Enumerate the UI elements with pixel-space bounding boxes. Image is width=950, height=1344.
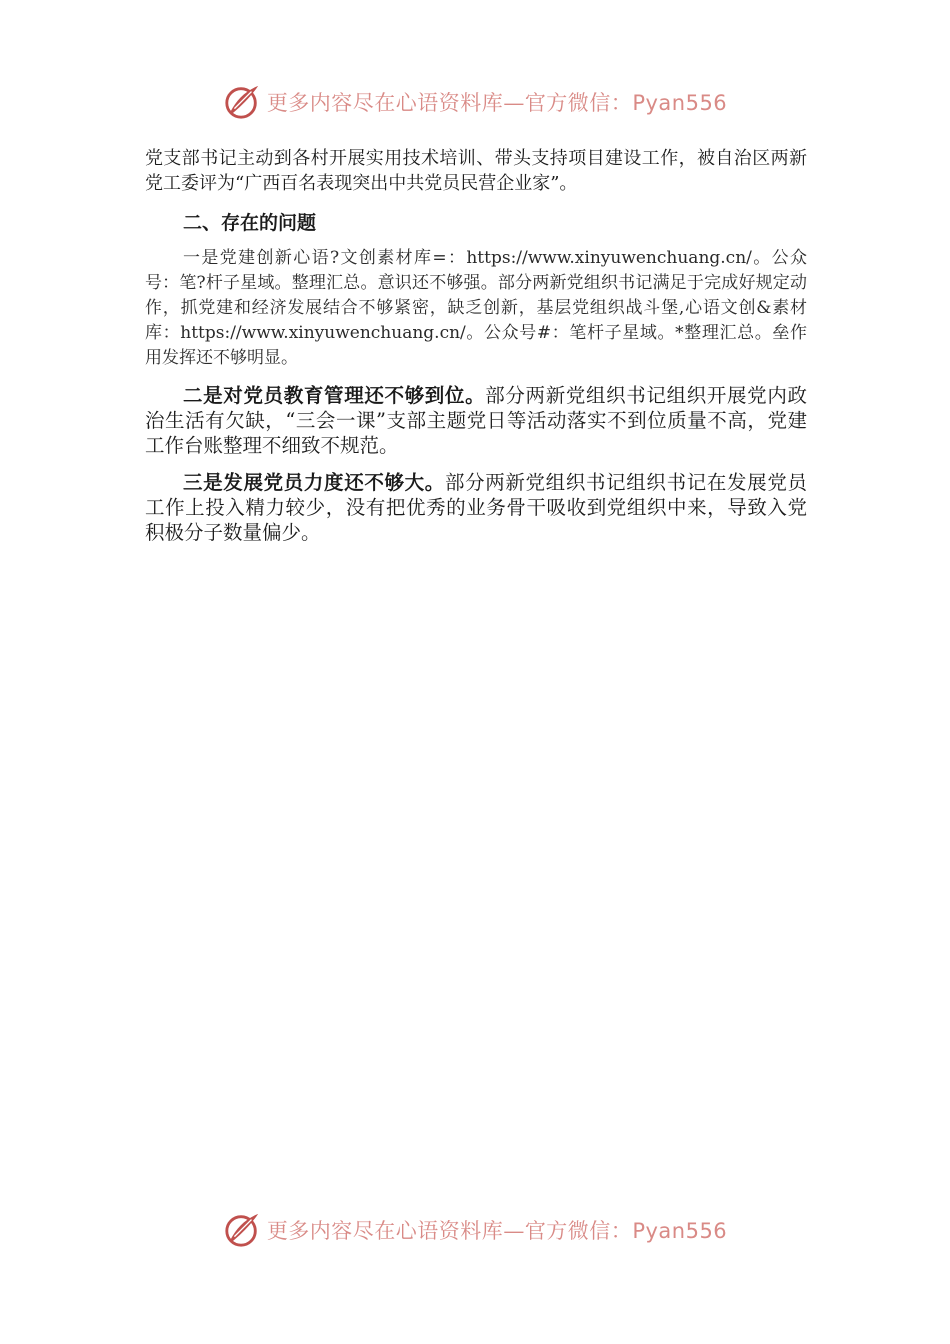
paragraph-2: 一是党建创新心语?文创素材库=：https://www.xinyuwenchuang.cn/。公众号：笔?杆子星域。整理汇总。意识还不够强。部分两新党组织书记满足于完成好规定动作，抓党建和经济发展结合不够紧密，缺乏创新，基层党组织战斗堡,心语文创&素材库：https://www.xinyuwenchuang.cn/。公众号#：笔杆子星域。*整理汇总。垒作用发挥还不够明显。 [145,248,807,368]
banner-title: 更多内容尽在心语资料库 [266,91,504,115]
banner-label: 官方微信： [524,91,633,115]
paragraph-3 [145,383,807,458]
quill-logo-icon [223,83,261,121]
paragraph-3-text: 部分两新党组织书记组织开展党内政治生活有欠缺，“三会一课”支部主题党日等活动落实不到位质量不高，党建工作台账整理不细致不规范。 [145,384,807,457]
banner-separator: — [503,91,525,115]
banner-title: 更多内容尽在心语资料库 [266,1219,504,1243]
banner-label: 官方微信： [524,1219,633,1243]
paragraph-3-lead: 二是对党员教育管理还不够到位。 [183,384,486,407]
paragraph-4-text: 部分两新党组织书记组织书记在发展党员工作上投入精力较少，没有把优秀的业务骨干吸收到党组织中来，导致入党积极分子数量偏少。 [145,471,807,544]
banner-wechat-id: Pyan556 [632,91,728,115]
banner-separator: — [503,1219,525,1243]
banner-text [267,87,727,117]
banner-text [267,1215,727,1245]
paragraph-4 [145,470,807,545]
paragraph-4-lead: 三是发展党员力度还不够大。 [183,471,445,494]
banner-wechat-id: Pyan556 [632,1219,728,1243]
footer-banner [0,1206,950,1254]
header-banner [0,78,950,126]
paragraph-1: 党支部书记主动到各村开展实用技术培训、带头支持项目建设工作，被自治区两新党工委评为“广西百名表现突出中共党员民营企业家”。 [145,148,807,194]
document-body [145,146,807,545]
section-heading: 二、存在的问题 [183,212,317,234]
quill-logo-icon [223,1211,261,1249]
